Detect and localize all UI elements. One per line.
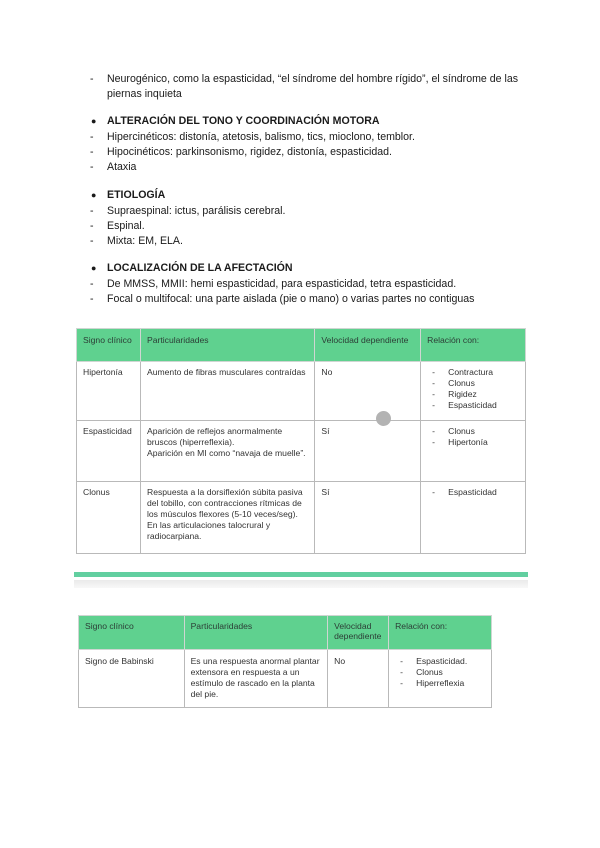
- table-row: [79, 650, 492, 708]
- relation-item: - Hiperreflexia: [395, 678, 485, 689]
- heading-text: ETIOLOGÍA: [107, 189, 166, 201]
- column-header: Relación con:: [389, 616, 492, 650]
- sign-cell: Clonus: [77, 482, 141, 554]
- table-row: [77, 482, 526, 554]
- page-divider-shadow: [74, 580, 528, 588]
- sign-cell: Hipertonía: [77, 362, 141, 421]
- column-header: Particularidades: [140, 329, 314, 362]
- cursor-indicator: [376, 411, 391, 426]
- relation-cell: [389, 650, 492, 708]
- heading-text: LOCALIZACIÓN DE LA AFECTACIÓN: [107, 262, 293, 274]
- sign-cell: Signo de Babinski: [79, 650, 185, 708]
- column-header: Particularidades: [184, 616, 328, 650]
- velocity-cell: Sí: [315, 482, 421, 554]
- relation-item: - Espasticidad: [427, 487, 519, 498]
- relation-item: - Clonus: [427, 378, 519, 389]
- page-divider: [74, 572, 528, 577]
- column-header: Relación con:: [421, 329, 526, 362]
- bullet-icon: ●: [91, 116, 97, 126]
- velocity-cell: No: [328, 650, 389, 708]
- intro-list-item: [90, 72, 530, 102]
- column-header: Velocidad dependiente: [315, 329, 421, 362]
- babinski-table: [78, 615, 492, 708]
- detail-cell: Respuesta a la dorsiflexión súbita pasiva del tobillo, con contracciones rítmicas de los músculos flexores (5-10 veces/seg). En las articulaciones talocrural y radiocarpiana.: [140, 482, 314, 554]
- column-header: Signo clínico: [77, 329, 141, 362]
- detail-cell: Aumento de fibras musculares contraídas: [140, 362, 314, 421]
- relation-item: - Rigidez: [427, 389, 519, 400]
- velocity-cell: Sí: [315, 421, 421, 482]
- section-heading-etiologia: [91, 189, 165, 201]
- table-header-row: [79, 616, 492, 650]
- clinical-signs-table: [76, 328, 526, 554]
- section-heading-tono: [91, 115, 380, 127]
- relation-cell: [421, 421, 526, 482]
- heading-text: ALTERACIÓN DEL TONO Y COORDINACIÓN MOTORA: [107, 115, 380, 127]
- column-header: Signo clínico: [79, 616, 185, 650]
- relation-cell: [421, 362, 526, 421]
- document-page: - Neurogénico, como la espasticidad, “el síndrome del hombre rígido”, el síndrome de las piernas inquieta ● ALTERACIÓN DEL TONO Y COORDINACIÓN MOTORA - Hipercinéticos: distonía, atetosis, balismo, tics, mioclono, temblor. - Hipocinéticos: parkinsonismo, rigidez, distonía, espasticidad. - Ataxia ● ETIOLOGÍA - Supraespinal: ictus, parálisis cerebral. - Espinal. - Mixta: EM, ELA. ● LOCALIZACIÓN DE LA AFECTACIÓN - De MMSS, MMII: hemi espasticidad, para espasticidad, tetra espasticidad. - Focal o multifocal: una parte aislada (pie o mano) o varias partes no contiguas Signo clínico Particularidades Velocidad dependiente Relación con: Hipertonía Aumento de fibras musculares contraídas No - Contractura - Clonus - Rigidez - Espasticidad Espasticidad Aparición de reflejos anormalmente bruscos (hiperreflexia). Aparición en MI como “navaja de muelle”. Sí - Clonus - Hipertonía Clonus Respuesta a la dorsiflexión súbita pasiva del tobillo, con contracciones rítmicas de los músculos flexores (5-10 veces/seg). En las articulaciones talocrural y radiocarpiana. Sí - Espasticidad Signo clínico Particularidades Velocidad dependiente Relación con: Signo de Babinski Es una respuesta anormal plantar extensora en respuesta a un estímulo de rascado en la planta del pie. No - Espasticidad. - Clonus - Hiperreflexia: [0, 0, 600, 848]
- relation-item: - Clonus: [395, 667, 485, 678]
- velocity-cell: No: [315, 362, 421, 421]
- intro-text: Neurogénico, como la espasticidad, “el síndrome del hombre rígido”, el síndrome de las piernas inquieta: [107, 73, 519, 100]
- relation-item: - Espasticidad: [427, 400, 519, 411]
- column-header: Velocidad dependiente: [328, 616, 389, 650]
- section-heading-localizacion: [91, 262, 293, 274]
- relation-item: - Clonus: [427, 426, 519, 437]
- relation-item: - Contractura: [427, 367, 519, 378]
- table-header-row: [77, 329, 526, 362]
- relation-cell: [421, 482, 526, 554]
- sign-cell: Espasticidad: [77, 421, 141, 482]
- list-dash: -: [90, 73, 94, 85]
- detail-cell: Es una respuesta anormal plantar extensora en respuesta a un estímulo de rascado en la planta del pie.: [184, 650, 328, 708]
- bullet-icon: ●: [91, 263, 97, 273]
- table-row: [77, 362, 526, 421]
- relation-item: - Hipertonía: [427, 437, 519, 448]
- bullet-icon: ●: [91, 190, 97, 200]
- detail-cell: Aparición de reflejos anormalmente bruscos (hiperreflexia). Aparición en MI como “navaja de muelle”.: [140, 421, 314, 482]
- relation-item: - Espasticidad.: [395, 656, 485, 667]
- table-row: [77, 421, 526, 482]
